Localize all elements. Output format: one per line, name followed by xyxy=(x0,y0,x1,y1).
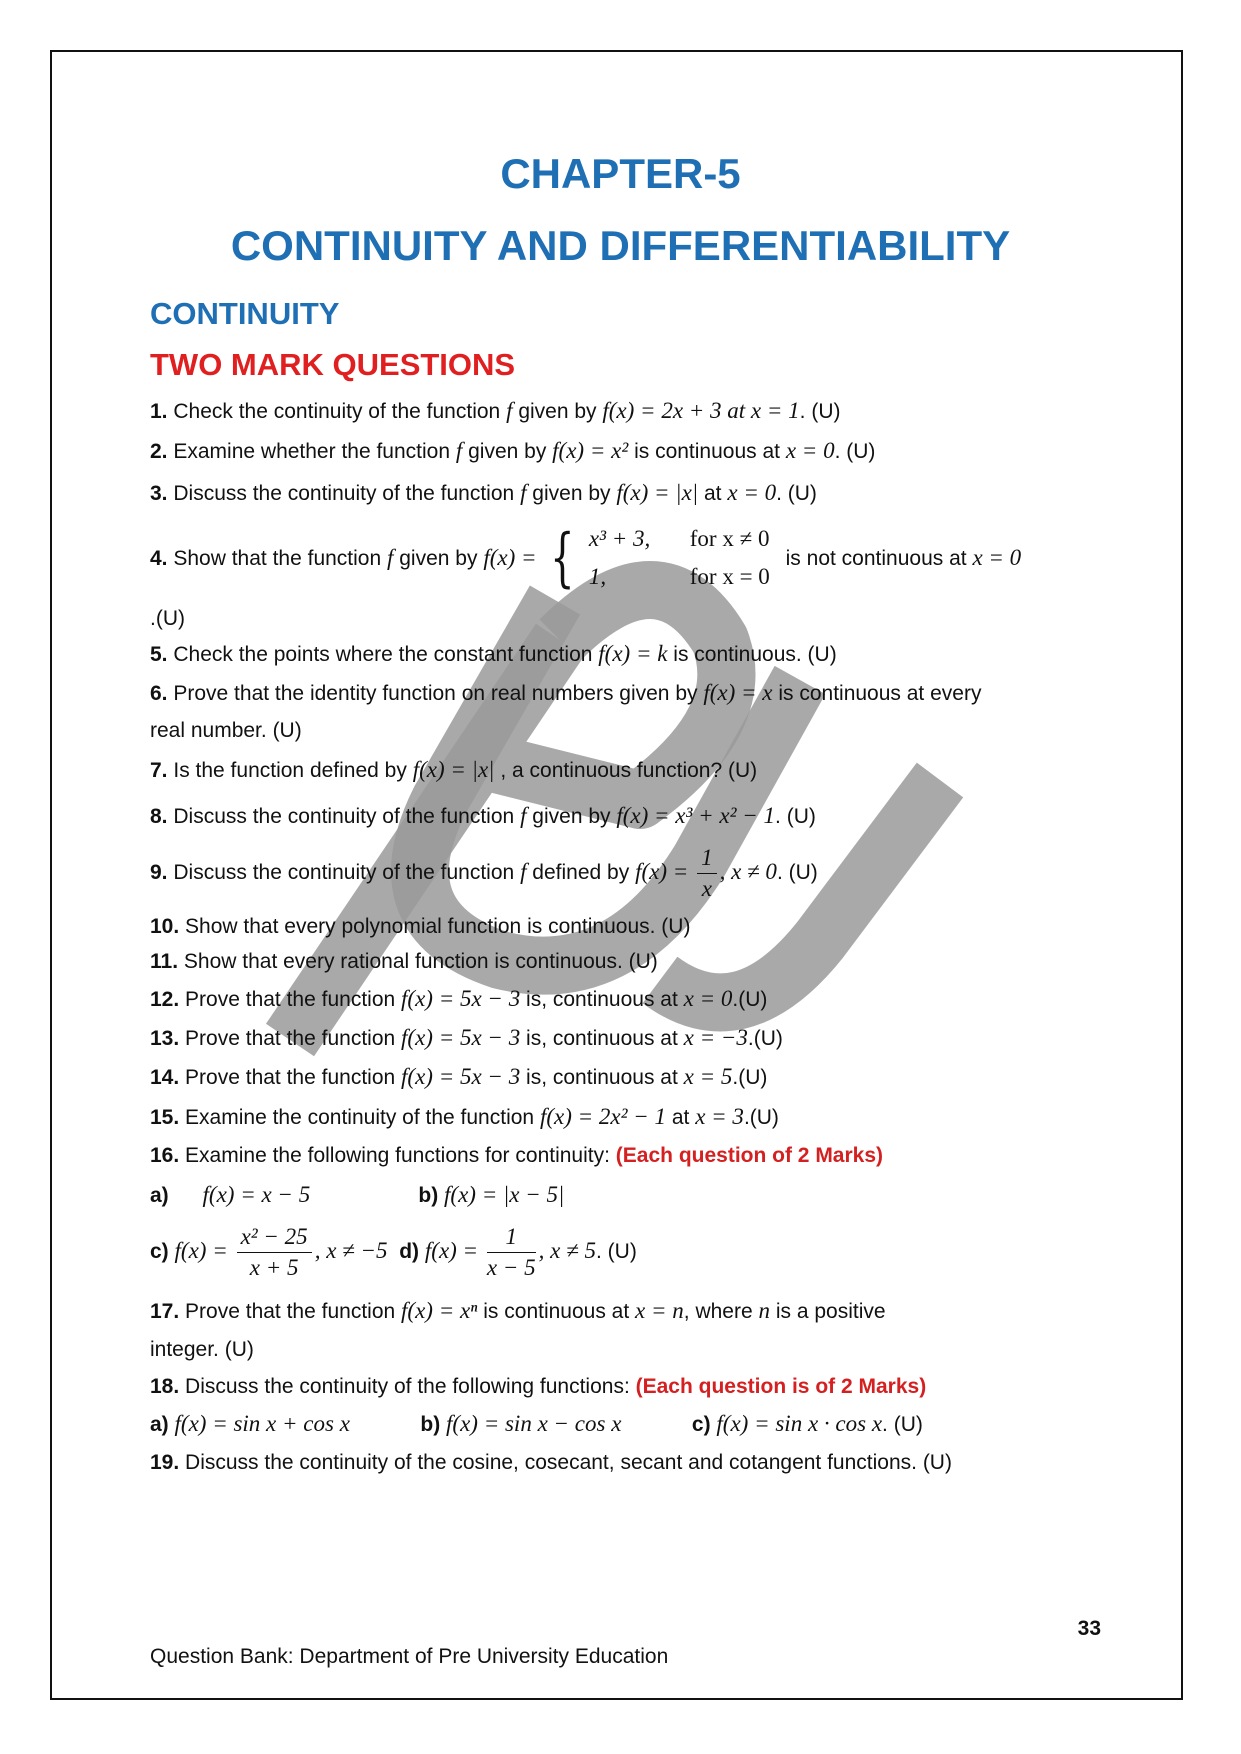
question-6-cont: real number. (U) xyxy=(150,719,302,742)
question-16-cd: c) f(x) = $\frac{\text{x² − 25}}{x + 5}$ , x ≠ −5 d) f(x) = $\frac{1}{x - 5}$ , x ≠ 5. (U) xyxy=(150,1222,637,1283)
question-17: 17. Prove that the function f(x) = xⁿ is continuous at x = n, where n is a positive xyxy=(150,1298,886,1323)
question-8: 8. Discuss the continuity of the function f given by f(x) = x³ + x² − 1. (U) xyxy=(150,803,816,828)
fraction: $\frac{1}{x - 5}$ xyxy=(486,1224,536,1280)
question-6: 6. Prove that the identity function on real numbers given by f(x) = x is continuous at every xyxy=(150,680,982,705)
chapter-heading: CHAPTER-5 xyxy=(500,150,741,197)
question-18: 18. Discuss the continuity of the following functions: (Each question is of 2 Marks) xyxy=(150,1375,927,1398)
marks-note: (Each question is of 2 Marks) xyxy=(635,1375,927,1398)
question-16-ab: a) f(x) = x − 5 b) f(x) = |x − 5| xyxy=(150,1182,565,1207)
section-heading: CONTINUITY xyxy=(150,296,340,331)
question-19: 19. Discuss the continuity of the cosine, cosecant, secant and cotangent functions. (U) xyxy=(150,1451,952,1474)
question-1: 1. Check the continuity of the function f given by f(x) = 2x + 3 at x = 1. (U) xyxy=(150,398,841,423)
left-brace: { xyxy=(550,521,575,595)
question-4: 4. Show that the function f given by f(x) = { x³ + 3, for x ≠ 0 1, for x = 0 is not continuous at x = 0 xyxy=(150,521,1022,595)
question-10: 10. Show that every polynomial function is continuous. (U) xyxy=(150,915,691,938)
question-4-tail: .(U) xyxy=(150,607,185,630)
question-5: 5. Check the points where the constant function f(x) = k is continuous. (U) xyxy=(150,641,837,666)
question-17-cont: integer. (U) xyxy=(150,1338,254,1361)
question-13: 13. Prove that the function f(x) = 5x − 3 is, continuous at x = −3.(U) xyxy=(150,1025,783,1050)
question-2: 2. Examine whether the function f given by f(x) = x² is continuous at x = 0. (U) xyxy=(150,438,876,463)
chapter-title: CONTINUITY AND DIFFERENTIABILITY xyxy=(230,222,1011,269)
question-3: 3. Discuss the continuity of the function f given by f(x) = |x| at x = 0. (U) xyxy=(150,480,817,505)
question-11: 11. Show that every rational function is continuous. (U) xyxy=(150,950,658,973)
question-15: 15. Examine the continuity of the function f(x) = 2x² − 1 at x = 3.(U) xyxy=(150,1104,779,1129)
page-number: 33 xyxy=(1077,1617,1101,1640)
footer-text: Question Bank: Department of Pre University Education xyxy=(150,1645,669,1668)
piecewise-cases: x³ + 3, for x ≠ 0 1, for x = 0 xyxy=(588,526,770,589)
question-16: 16. Examine the following functions for continuity: (Each question of 2 Marks) xyxy=(150,1144,884,1167)
question-14: 14. Prove that the function f(x) = 5x − 3 is, continuous at x = 5.(U) xyxy=(150,1064,768,1089)
question-9: 9. Discuss the continuity of the function f defined by f(x) = $\frac{1}{x}$ , x ≠ 0. (U) xyxy=(150,843,818,904)
subsection-heading: TWO MARK QUESTIONS xyxy=(150,347,516,382)
question-12: 12. Prove that the function f(x) = 5x − 3 is, continuous at x = 0.(U) xyxy=(150,986,768,1011)
question-7: 7. Is the function defined by f(x) = |x| , a continuous function? (U) xyxy=(150,757,758,782)
fraction: $\frac{\text{x² − 25}}{x + 5}$ xyxy=(237,1222,312,1283)
marks-note: (Each question of 2 Marks) xyxy=(615,1144,884,1167)
fraction: $\frac{1}{x}$ xyxy=(697,843,717,904)
question-18-abc: a) f(x) = sin x + cos x b) f(x) = sin x − cos x c) f(x) = sin x · cos x. (U) xyxy=(150,1411,923,1436)
